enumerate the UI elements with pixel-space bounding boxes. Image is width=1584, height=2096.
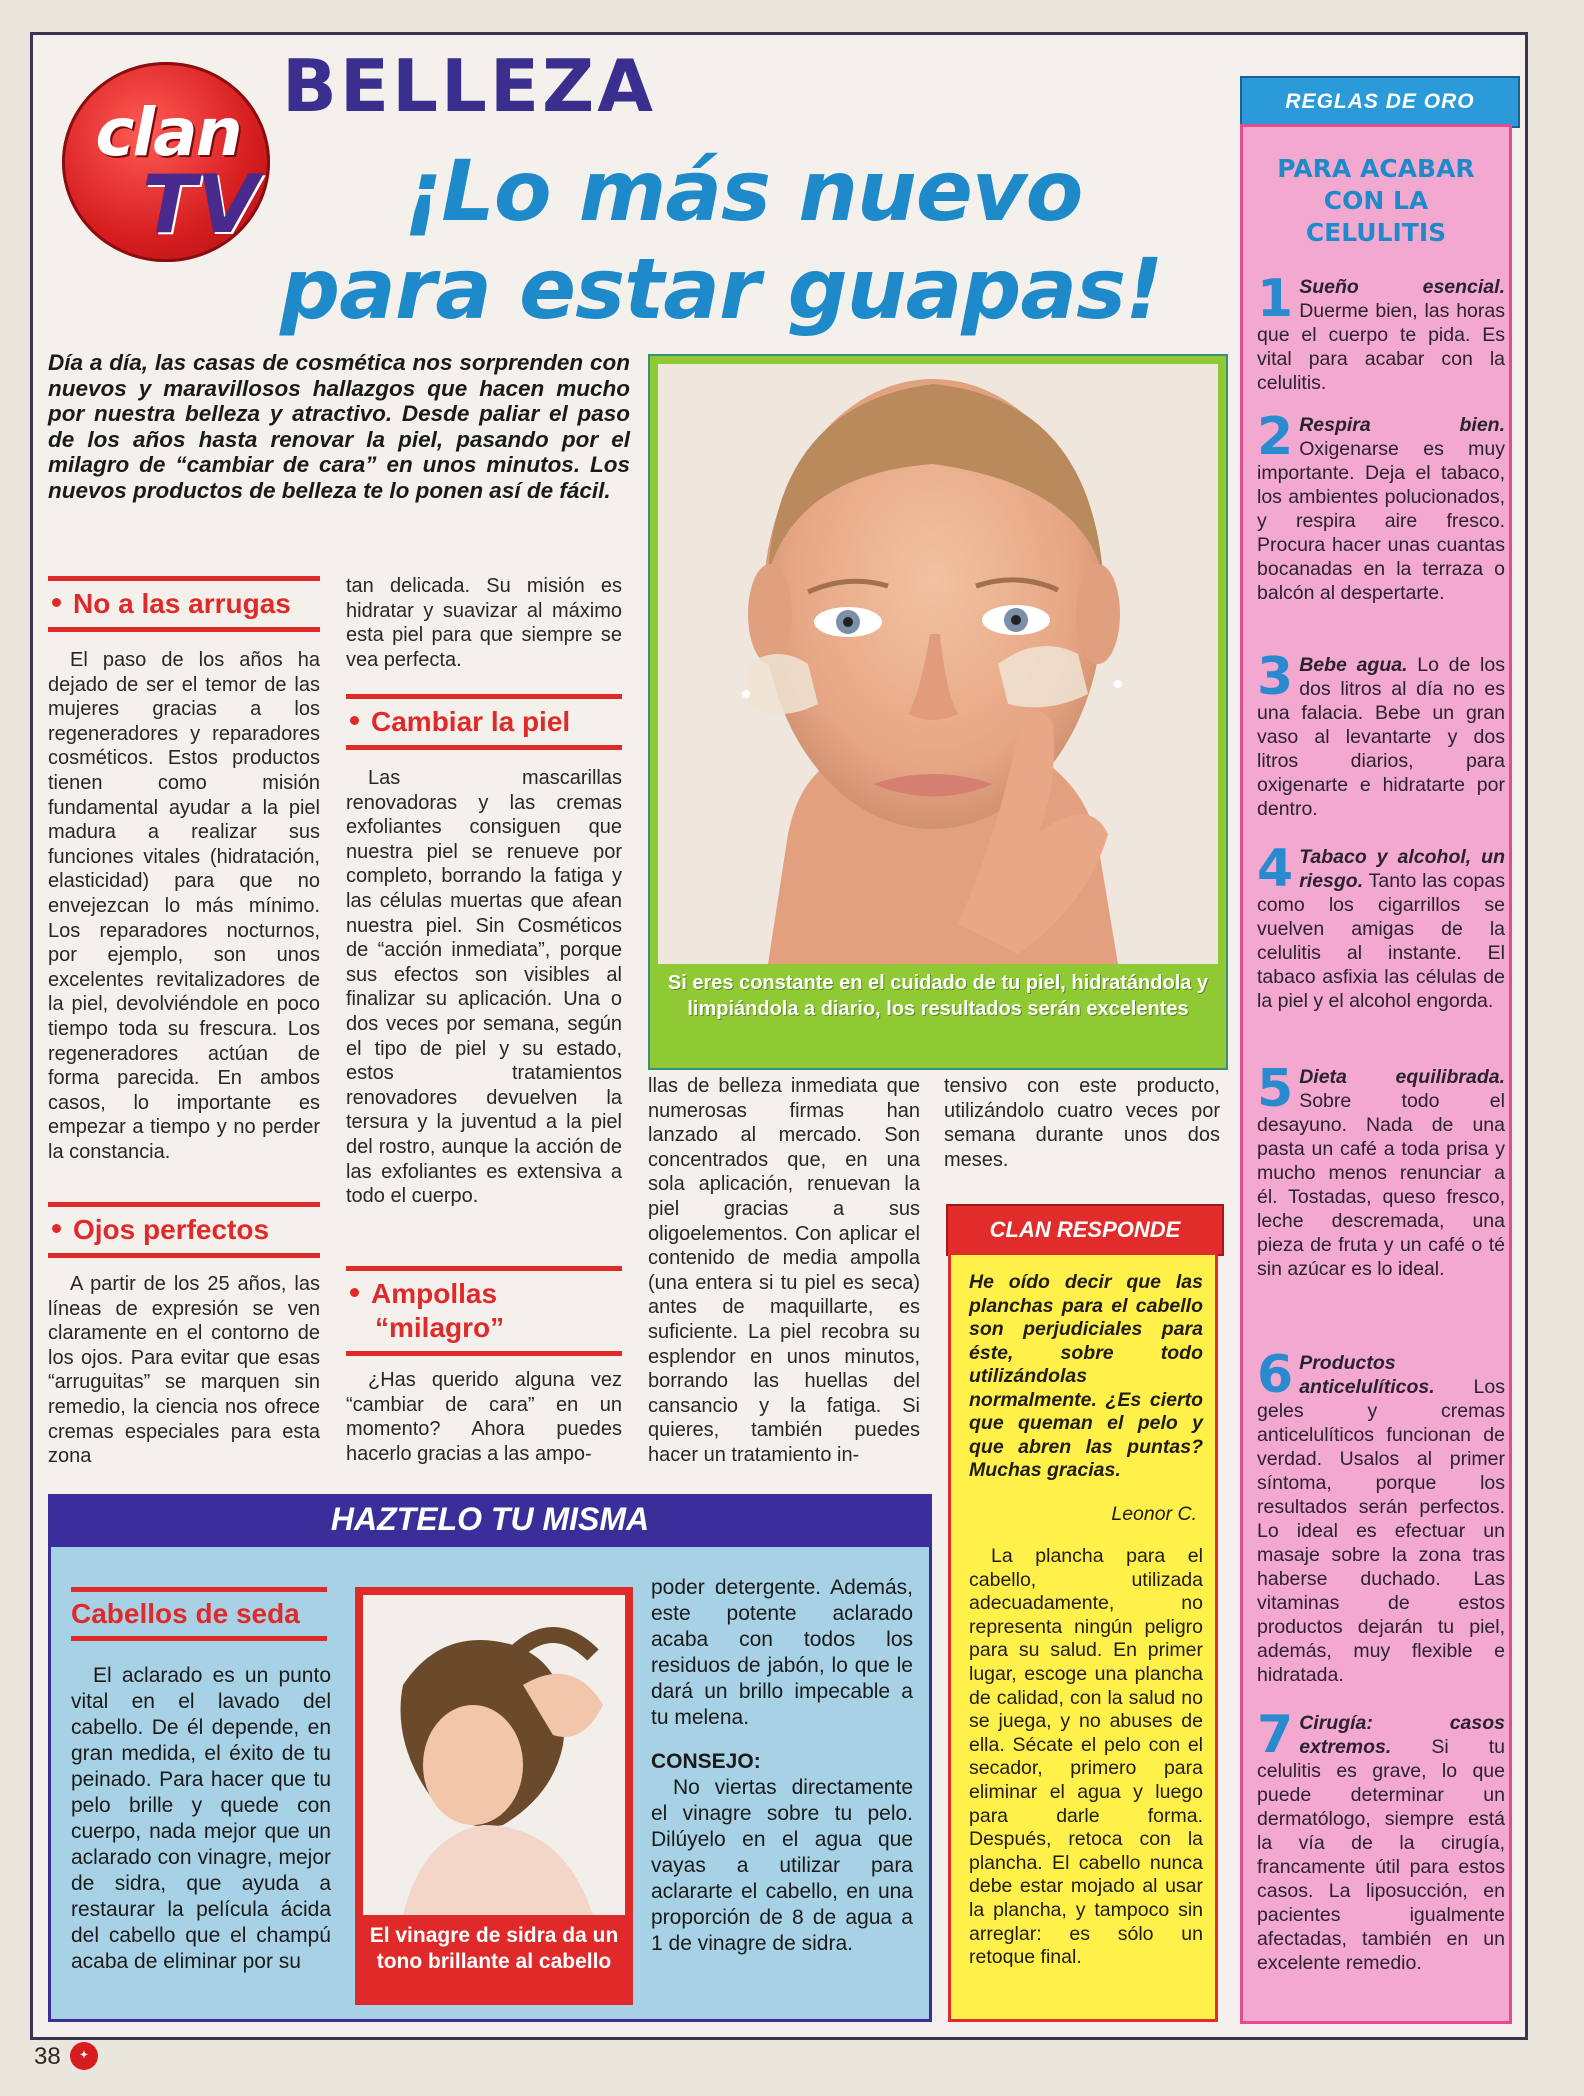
rule-title: Bebe agua. [1299,654,1408,676]
col3-paragraph: llas de belleza inmediata que numerosas firmas han lanzado al mercado. Son concentrados que, en una sola aplicación, renuevan la piel gracias a sus oligoelementos. Con aplicar el contenido de media ampolla (una entera si tu piel es seca) antes de maquillarte, es suficiente. La piel recobra su esplendor en unos minutos, borrando las huellas del cansancio y la fatiga. Si quieres, también puedes hacer un tratamiento in- [648,1075,920,1466]
haztelo-box [48,1544,932,2022]
rules-heading-line3: CELULITIS [1305,218,1447,247]
rule-item [1257,839,1505,1013]
small-clan-logo-icon: ✦ [70,2042,98,2070]
hair-photo-frame [355,1587,633,2005]
answer-text [969,1545,1203,1970]
logo-clan-text: clan [95,94,241,171]
haztelo-text-left [71,1663,331,1975]
rules-heading [1243,153,1509,249]
rules-box [1240,124,1512,2024]
subhead-ampollas [346,1266,622,1356]
rules-heading-line1: PARA ACABAR [1277,154,1475,183]
haztelo-tab: HAZTELO TU MISMA [48,1494,932,1544]
logo-tv-text: TV [142,158,259,251]
hair-illustration [363,1595,625,1915]
arrugas-text [48,648,320,1164]
rule-item [1257,269,1505,395]
consejo-text: No viertas directamente el vinagre sobre tu pelo. Dilúyelo en el agua que vayas a utilizar para aclararte el cabello, en una proporción de 8 de agua a 1 de vinagre de sidra. [651,1776,913,1955]
intro-text: Día a día, las casas de cosmética nos sorprenden con nuevos y maravillosos hallazgos que hacen mucho por nuestra belleza y atractivo. Desde paliar el paso de los años hasta renovar la piel, pasando por el milagro de “cambiar de cara” en unos minutos. Los nuevos productos de belleza te lo ponen así de fácil. [48,350,630,503]
hair-photo-caption: El vinagre de sidra da un tono brillante al cabello [369,1924,619,1973]
main-photo-frame [648,354,1228,1070]
page-number: 38 [34,2043,61,2070]
rules-tab: REGLAS DE ORO [1240,76,1520,128]
question-author: Leonor C. [1111,1503,1197,1525]
subhead-ojos-label: Ojos perfectos [73,1214,270,1245]
photo-caption: Si eres constante en el cuidado de tu piel, hidratándola y limpiándola a diario, los resultados serán excelentes [667,972,1209,1020]
subhead-ampollas-line1: Ampollas [371,1278,498,1309]
bullet-icon [52,598,61,607]
haztelo-right-paragraph: poder detergente. Además, este potente aclarado acaba con todos los residuos de jabón, lo que le dará un brillo impecable a tu melena. [651,1576,913,1729]
rule-text: Sobre todo el desayuno. Nada de una pasta un café a toda prisa y mucho menos renunciar a él. Tostadas, queso fresco, leche descremada, una pieza de fruta y un café o té sin azúcar es lo ideal. [1257,1090,1505,1280]
rule-title: Respira bien. [1299,414,1505,436]
rule-number: 3 [1257,647,1294,707]
col4-paragraph: tensivo con este producto, utilizándolo cuatro veces por semana durante unos dos meses. [944,1075,1220,1171]
rule-item [1257,1705,1505,1975]
haztelo-left-paragraph: El aclarado es un punto vital en el lavado del cabello. De él depende, en gran medida, el éxito de tu peinado. Para hacer que tu pelo brille y quede con cuerpo, nada mejor que un aclarado con vinagre, mejor de sidra, que ayuda a restaurar la película ácida del cabello que el champú acaba de eliminar por su [71,1664,331,1973]
rule-item [1257,1345,1505,1687]
rule-item [1257,647,1505,821]
subhead-ampollas-line2: “milagro” [375,1312,505,1343]
rule-text: Los geles y cremas anticelulíticos funcionan de verdad. Usalos al primer síntoma, porque los resultados serán perfectos. Lo ideal es efectuar un masaje sobre la zona tras haberse duchado. Las vitaminas de estos productos dejarán tu piel, además, muy flexible e hidratada. [1257,1376,1505,1686]
clan-tv-logo [62,62,270,262]
rule-number: 4 [1257,839,1294,899]
subhead-arrugas [48,576,320,632]
ampollas-paragraph: ¿Has querido alguna vez “cambiar de cara” en un momento? Ahora puedes hacerlo gracias a las ampo- [346,1369,622,1465]
headline [280,142,1180,338]
rule-title: Sueño esencial. [1299,276,1505,298]
arrugas-paragraph: El paso de los años ha dejado de ser el temor de las mujeres gracias a los regeneradores y reparadores cosméticos. Estos productos tienen como misión fundamental ayudar a la piel madura a realizar sus funciones vitales (hidratación, elasticidad) para que no envejezcan lo más mínimo. Los reparadores nocturnos, por ejemplo, son unos excelentes revitalizadores de la piel, devolviéndole en poco tiempo toda su frescura. Los regeneradores actúan de forma parecida. En ambos casos, lo importante es empezar a tiempo y no perder la constancia. [48,649,320,1163]
piel-text [346,766,622,1209]
subhead-arrugas-label: No a las arrugas [73,588,291,619]
answer-paragraph: La plancha para el cabello, utilizada adecuadamente, no representa ningún peligro para su salud. En primer lugar, escoge una plancha de calidad, con la salud no se juega, y no abuses de ella. Sécate el pelo con el secador, primero para eliminar el agua y luego para darle forma. Después, retoca con la plancha. El cabello nunca debe estar mojado al usar la plancha, y tampoco sin arreglar: es sólo un retoque final. [969,1545,1203,1969]
rule-text: Tanto las copas como los cigarrillos se vuelven amigas de la celulitis al instante. El tabaco asfixia las células de la piel y el alcohol engorda. [1257,870,1505,1012]
col2-top-paragraph: tan delicada. Su misión es hidratar y suavizar al máximo esta piel para que siempre se vea perfecta. [346,575,622,671]
headline-line1: ¡Lo más nuevo [404,142,1083,240]
ampollas-text [346,1368,622,1466]
rule-number: 1 [1257,269,1294,329]
ojos-paragraph: A partir de los 25 años, las líneas de expresión se ven claramente en el contorno de los ojos. Para evitar que esas “arruguitas” se marquen sin remedio, la ciencia nos ofrece cremas especiales para esta zona [48,1273,320,1468]
rule-text: Lo de los dos litros al día no es una falacia. Bebe un gran vaso al levantarte y dos litros diarios, para oxigenarte e hidratarte por dentro. [1257,654,1505,820]
rule-text: Oxigenarse es muy importante. Deja el tabaco, los ambientes polucionados, y respira aire fresco. Procura hacer unas cuantas bocanadas en la terraza o balcón al despertarte. [1257,438,1505,604]
rule-title: Dieta equilibrada. [1299,1066,1505,1088]
subhead-ojos [48,1202,320,1258]
rule-text: Si tu celulitis es grave, lo que puede determinar un dermatólogo, siempre está la vía de la cirugía, francamente útil para estos casos. La liposucción, en pacientes igualmente afectadas, también en un excelente remedio. [1257,1736,1505,1974]
clan-responde-box [948,1252,1218,2022]
piel-paragraph: Las mascarillas renovadoras y las cremas exfoliantes consiguen que nuestra piel se renueve por completo, borrando la fatiga y las células muertas que afean nuestra piel. Sin Cosméticos de “acción inmediata”, porque sus efectos son visibles al finalizar su aplicación. Una o dos veces por semana, según el tipo de piel y su estado, estos tratamientos renovadores devuelven la tersura y la juventud a la piel del rostro, aunque la acción de las exfoliantes es extensiva a todo el cuerpo. [346,767,622,1208]
rule-title: Productos anticelulíticos. [1299,1352,1435,1398]
haztelo-text-right [651,1575,913,1957]
rule-number: 2 [1257,407,1294,467]
hair-photo [363,1595,625,1915]
face-illustration [658,364,1218,964]
haztelo-subhead: Cabellos de seda [71,1587,327,1641]
subhead-piel [346,694,622,750]
rule-number: 7 [1257,1705,1294,1765]
rule-number: 6 [1257,1345,1294,1405]
bullet-icon [350,716,359,725]
headline-line2: para estar guapas! [280,240,1163,338]
rule-number: 5 [1257,1059,1294,1119]
rule-item [1257,1059,1505,1281]
ojos-text [48,1272,320,1469]
col3-text [648,1074,920,1468]
col2-top-text [346,574,622,672]
rule-title: Tabaco y alcohol, un riesgo. [1299,846,1505,892]
reader-question: He oído decir que las planchas para el cabello son perjudiciales para éste, sobre todo utilizándolas normalmente. ¿Es cierto que queman el pelo y que abren las puntas? Muchas gracias. [969,1271,1203,1481]
rule-title: Cirugía: casos extremos. [1299,1712,1505,1758]
rule-item [1257,407,1505,605]
consejo-label: CONSEJO: [651,1750,761,1773]
subhead-piel-label: Cambiar la piel [371,706,571,737]
rules-heading-line2: CON LA [1323,186,1429,215]
bullet-icon [350,1288,359,1297]
rule-text: Duerme bien, las horas que el cuerpo te pida. Es vital para acabar con la celulitis. [1257,300,1505,394]
clan-responde-tab: CLAN RESPONDE [946,1204,1224,1256]
section-title: BELLEZA [282,44,656,128]
bullet-icon [52,1224,61,1233]
col4-text [944,1074,1220,1172]
face-photo [658,364,1218,964]
